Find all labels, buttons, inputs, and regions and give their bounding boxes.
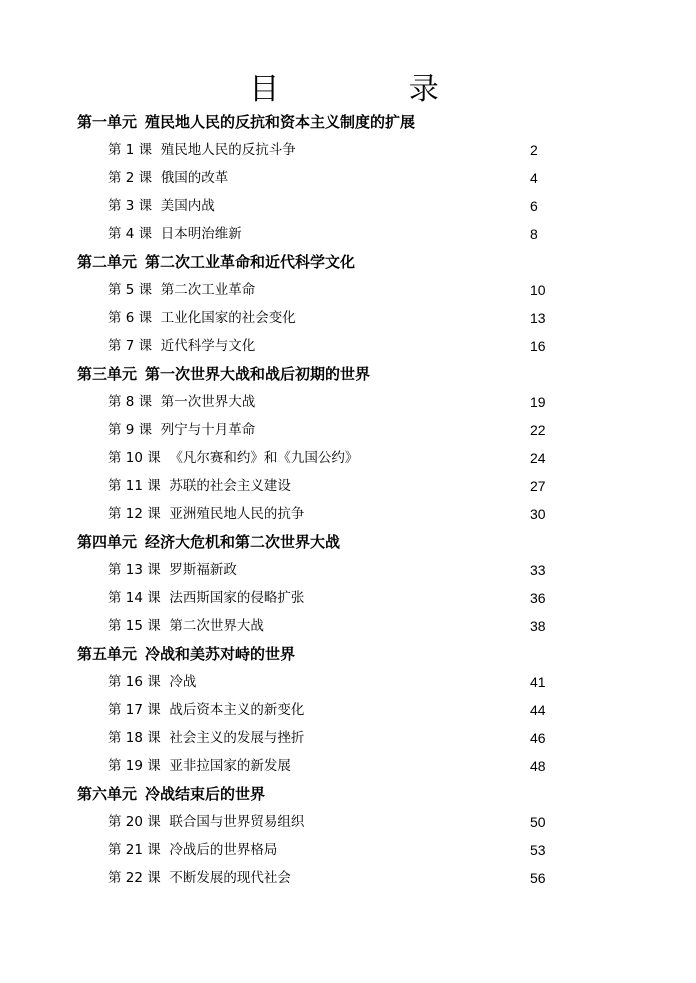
lesson-number: 第 1 课 [108, 142, 153, 158]
lesson-page-number: 46 [530, 730, 546, 746]
lesson-number: 第 3 课 [108, 198, 153, 214]
lesson-page-number: 19 [530, 394, 546, 410]
lesson-number: 第 16 课 [108, 674, 161, 690]
lesson-entry [0, 304, 696, 332]
unit-number: 第五单元 [77, 645, 138, 663]
lesson-number: 第 18 课 [108, 730, 161, 746]
lesson-page-number: 33 [530, 562, 546, 578]
lesson-page-number: 30 [530, 506, 546, 522]
lesson-entry [0, 444, 696, 472]
lesson-title: 工业化国家的社会变化 [160, 310, 296, 326]
lesson-title: 第二次世界大战 [169, 618, 264, 634]
lesson-entry [0, 500, 696, 528]
lesson-label [108, 164, 228, 192]
lesson-title: 亚洲殖民地人民的抗争 [169, 506, 305, 522]
unit-number: 第六单元 [77, 785, 138, 803]
lesson-page-number: 27 [530, 478, 546, 494]
unit-title: 殖民地人民的反抗和资本主义制度的扩展 [145, 113, 416, 131]
lesson-title: 不断发展的现代社会 [169, 870, 291, 886]
unit-heading [0, 248, 696, 276]
lesson-page-number: 24 [530, 450, 546, 466]
lesson-entry [0, 276, 696, 304]
unit-number: 第四单元 [77, 533, 138, 551]
lesson-entry [0, 696, 696, 724]
lesson-label [108, 864, 291, 892]
lesson-entry [0, 668, 696, 696]
lesson-number: 第 6 课 [108, 310, 153, 326]
lesson-label [108, 416, 255, 444]
lesson-title: 罗斯福新政 [169, 562, 237, 578]
unit-heading [0, 780, 696, 808]
lesson-label [108, 304, 296, 332]
lesson-entry [0, 808, 696, 836]
lesson-number: 第 5 课 [108, 282, 153, 298]
lesson-label [108, 276, 255, 304]
unit-title: 冷战和美苏对峙的世界 [145, 645, 296, 663]
lesson-page-number: 2 [530, 142, 538, 158]
lesson-label [108, 836, 277, 864]
lesson-number: 第 21 课 [108, 842, 161, 858]
lesson-label [108, 584, 304, 612]
lesson-label [108, 752, 291, 780]
lesson-number: 第 11 课 [108, 478, 161, 494]
lesson-number: 第 19 课 [108, 758, 161, 774]
lesson-number: 第 10 课 [108, 450, 161, 466]
lesson-title: 联合国与世界贸易组织 [169, 814, 305, 830]
unit-number: 第一单元 [77, 113, 138, 131]
lesson-title: 美国内战 [160, 198, 215, 214]
lesson-number: 第 17 课 [108, 702, 161, 718]
lesson-title: 社会主义的发展与挫折 [169, 730, 305, 746]
lesson-number: 第 8 课 [108, 394, 153, 410]
lesson-entry [0, 864, 696, 892]
lesson-number: 第 2 课 [108, 170, 153, 186]
lesson-number: 第 7 课 [108, 338, 153, 354]
lesson-page-number: 38 [530, 618, 546, 634]
lesson-title: 亚非拉国家的新发展 [169, 758, 291, 774]
lesson-label [108, 332, 255, 360]
lesson-label [108, 668, 196, 696]
lesson-title: 冷战后的世界格局 [169, 842, 278, 858]
unit-title: 冷战结束后的世界 [145, 785, 266, 803]
lesson-label [108, 444, 358, 472]
unit-heading [0, 360, 696, 388]
lesson-entry [0, 724, 696, 752]
lesson-label [108, 556, 237, 584]
unit-heading [0, 640, 696, 668]
lesson-number: 第 20 课 [108, 814, 161, 830]
lesson-number: 第 22 课 [108, 870, 161, 886]
lesson-label [108, 808, 304, 836]
lesson-entry [0, 192, 696, 220]
lesson-entry [0, 332, 696, 360]
lesson-page-number: 8 [530, 226, 538, 242]
lesson-title: 第一次世界大战 [160, 394, 256, 410]
lesson-title: 殖民地人民的反抗斗争 [160, 142, 296, 158]
page-title: 目 录 [249, 72, 499, 107]
lesson-page-number: 10 [530, 282, 546, 298]
unit-title: 第一次世界大战和战后初期的世界 [145, 365, 371, 383]
lesson-entry [0, 836, 696, 864]
lesson-page-number: 50 [530, 814, 546, 830]
lesson-entry [0, 472, 696, 500]
lesson-number: 第 12 课 [108, 506, 161, 522]
lesson-page-number: 13 [530, 310, 546, 326]
unit-heading [0, 528, 696, 556]
lesson-page-number: 44 [530, 702, 546, 718]
lesson-title: 战后资本主义的新变化 [169, 702, 305, 718]
lesson-title: 法西斯国家的侵略扩张 [169, 590, 305, 606]
lesson-label [108, 696, 304, 724]
lesson-label [108, 136, 296, 164]
lesson-label [108, 220, 242, 248]
lesson-page-number: 41 [530, 674, 546, 690]
lesson-page-number: 48 [530, 758, 546, 774]
lesson-page-number: 22 [530, 422, 546, 438]
lesson-page-number: 16 [530, 338, 546, 354]
lesson-title: 俄国的改革 [160, 170, 229, 186]
lesson-entry [0, 136, 696, 164]
lesson-label [108, 472, 291, 500]
unit-number: 第二单元 [77, 253, 138, 271]
lesson-title: 苏联的社会主义建设 [169, 478, 291, 494]
lesson-page-number: 56 [530, 870, 546, 886]
unit-number: 第三单元 [77, 365, 138, 383]
lesson-label [108, 192, 215, 220]
lesson-number: 第 13 课 [108, 562, 161, 578]
lesson-entry [0, 164, 696, 192]
lesson-title: 列宁与十月革命 [160, 422, 256, 438]
lesson-entry [0, 388, 696, 416]
lesson-entry [0, 752, 696, 780]
lesson-page-number: 53 [530, 842, 546, 858]
lesson-title: 《凡尔赛和约》和《九国公约》 [169, 450, 359, 466]
lesson-page-number: 36 [530, 590, 546, 606]
unit-heading [0, 108, 696, 136]
lesson-entry [0, 220, 696, 248]
lesson-label [108, 388, 255, 416]
lesson-page-number: 6 [530, 198, 538, 214]
lesson-entry [0, 612, 696, 640]
lesson-entry [0, 556, 696, 584]
lesson-number: 第 9 课 [108, 422, 153, 438]
table-of-contents [0, 108, 696, 892]
lesson-entry [0, 584, 696, 612]
lesson-page-number: 4 [530, 170, 538, 186]
lesson-number: 第 15 课 [108, 618, 161, 634]
lesson-number: 第 14 课 [108, 590, 161, 606]
lesson-entry [0, 416, 696, 444]
lesson-title: 第二次工业革命 [160, 282, 256, 298]
lesson-label [108, 500, 304, 528]
unit-title: 第二次工业革命和近代科学文化 [145, 253, 356, 271]
lesson-title: 日本明治维新 [160, 226, 242, 242]
lesson-title: 冷战 [169, 674, 197, 690]
lesson-label [108, 612, 264, 640]
unit-title: 经济大危机和第二次世界大战 [145, 533, 341, 551]
lesson-number: 第 4 课 [108, 226, 153, 242]
lesson-title: 近代科学与文化 [160, 338, 256, 354]
lesson-label [108, 724, 304, 752]
